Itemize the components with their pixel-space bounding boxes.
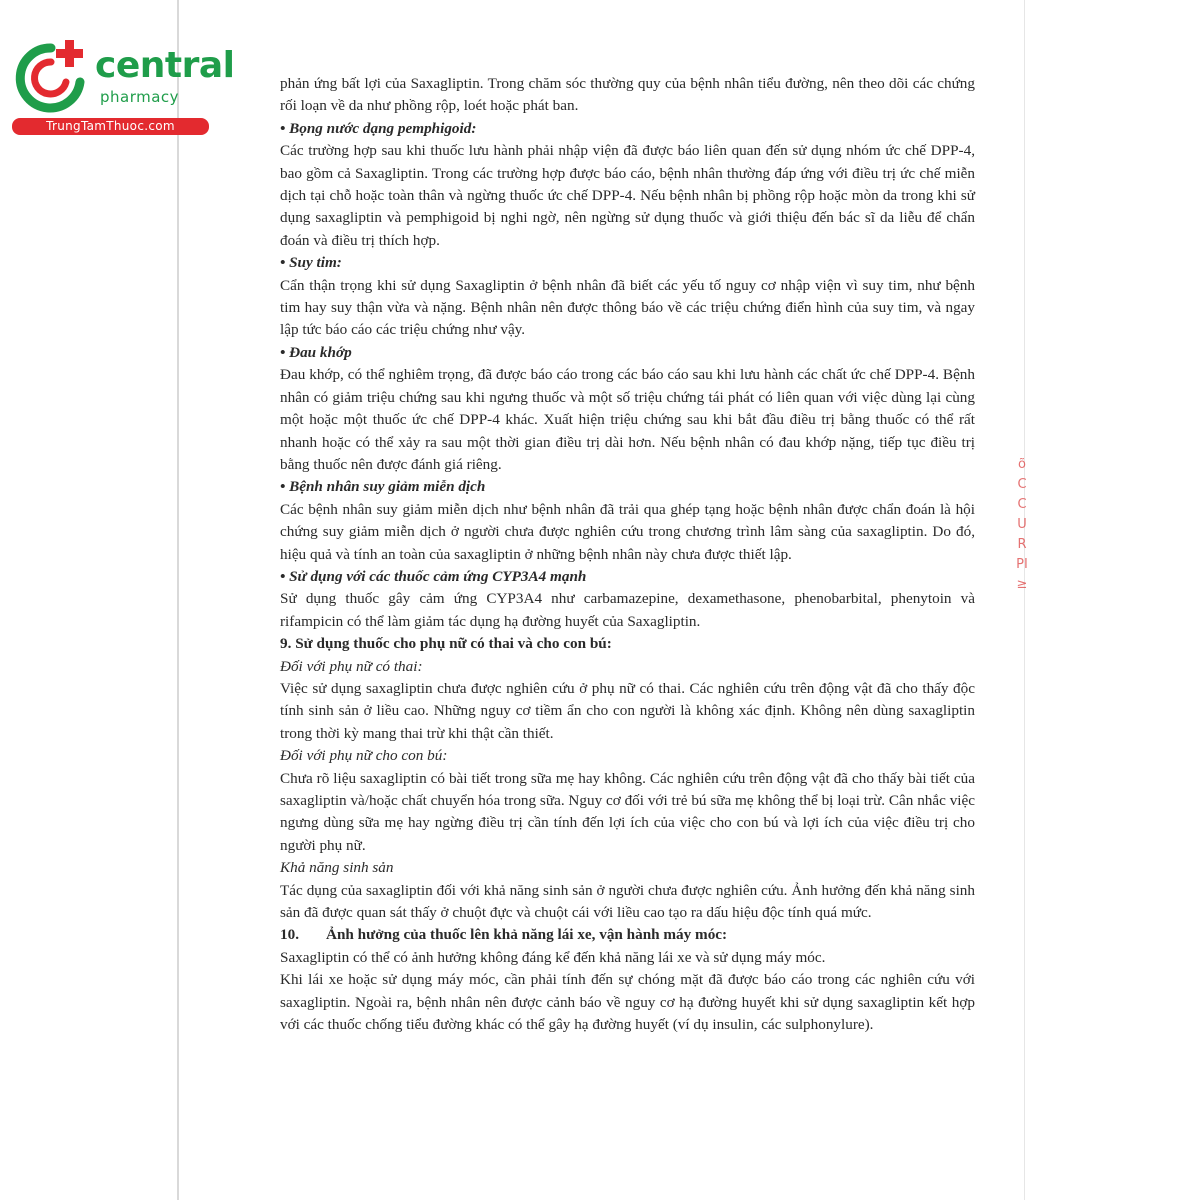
- paragraph: Tác dụng của saxagliptin đối với khả năng sinh sản ở người chưa được nghiên cứu. Ảnh hưởng đến khả năng sinh sản đã được quan sát thấy ở chuột đực và chuột cái với liều cao tạo ra dấu hiệu độc tính quá mức.: [280, 881, 975, 922]
- stamp-glyph: C: [1017, 497, 1027, 512]
- paragraph: Đau khớp, có thể nghiêm trọng, đã được báo cáo trong các báo cáo sau khi lưu hành các chất ức chế DPP-4. Bệnh nhân có giảm triệu chứng sau khi ngưng thuốc và một số triệu chứng tái phát có liên quan với việc dùng lại cùng một hoặc một thuốc ức chế DPP-4 khác. Xuất hiện triệu chứng sau khi bắt đầu điều trị bằng thuốc có thể rất nhanh hoặc có thể xảy ra sau một thời gian điều trị dài hơn. Nếu bệnh nhân có đau khớp nặng, tiếp tục điều trị bằng thuốc nên được đánh giá riêng.: [280, 366, 975, 473]
- page-edge-left: [177, 0, 179, 1200]
- stamp-glyph: C: [1017, 477, 1027, 492]
- paragraph: phản ứng bất lợi của Saxagliptin. Trong chăm sóc thường quy của bệnh nhân tiểu đường, nên theo dõi các chứng rối loạn về da như phồng rộp, loét hoặc phát ban.: [280, 75, 975, 115]
- pharmacy-cross-icon: [10, 36, 92, 118]
- stamp-glyph: õ: [1018, 457, 1026, 472]
- logo-wordmark: central: [95, 45, 235, 86]
- paragraph: Saxagliptin có thể có ảnh hưởng không đáng kể đến khả năng lái xe và sử dụng máy móc.: [280, 948, 826, 966]
- subheading-breastfeeding: Đối với phụ nữ cho con bú:: [280, 747, 448, 765]
- document-body: [280, 73, 975, 1036]
- bullet-heading-suy-tim: • Suy tim:: [280, 254, 342, 272]
- stamp-glyph: PI: [1016, 557, 1028, 572]
- paragraph: Việc sử dụng saxagliptin chưa được nghiên cứu ở phụ nữ có thai. Các nghiên cứu trên động vật đã cho thấy độc tính sinh sản ở liều cao. Những nguy cơ tiềm ẩn cho con người là không xác định. Không nên dùng saxagliptin trong thời kỳ mang thai trừ khi thật cần thiết.: [280, 679, 975, 742]
- stamp-glyph: ≥: [1016, 577, 1028, 592]
- paragraph: Chưa rõ liệu saxagliptin có bài tiết trong sữa mẹ hay không. Các nghiên cứu trên động vật đã cho thấy bài tiết của saxagliptin và/hoặc chất chuyển hóa trong sữa. Nguy cơ đối với trẻ bú sữa mẹ không thể bị loại trừ. Cân nhắc việc ngưng dùng sữa mẹ hay ngừng điều trị cần tính đến lợi ích của việc cho con bú và lợi ích của việc điều trị cho người phụ nữ.: [280, 769, 975, 854]
- logo-site-banner: TrungTamThuoc.com: [12, 118, 209, 135]
- bullet-heading-dau-khop: • Đau khớp: [280, 343, 352, 361]
- stamp-glyph: R: [1017, 537, 1027, 552]
- section-number: 10.: [280, 926, 299, 944]
- subheading-pregnancy: Đối với phụ nữ có thai:: [280, 657, 423, 675]
- logo-subtitle: pharmacy: [100, 88, 180, 106]
- paragraph: Sử dụng thuốc gây cảm ứng CYP3A4 như carbamazepine, dexamethasone, phenobarbital, phenytoin và rifampicin có thể làm giảm tác dụng hạ đường huyết của Saxagliptin.: [280, 590, 975, 630]
- bullet-heading-cyp3a4: • Sử dụng với các thuốc cảm ứng CYP3A4 mạnh: [280, 567, 587, 585]
- section-heading-10: [280, 924, 975, 946]
- section-heading-9: 9. Sử dụng thuốc cho phụ nữ có thai và cho con bú:: [280, 635, 612, 653]
- section-title: Ảnh hưởng của thuốc lên khả năng lái xe, vận hành máy móc:: [326, 926, 728, 944]
- bullet-heading-mien-dich: • Bệnh nhân suy giảm miễn dịch: [280, 478, 486, 496]
- bullet-heading-pemphigoid: • Bọng nước dạng pemphigoid:: [280, 119, 477, 137]
- paragraph: Khi lái xe hoặc sử dụng máy móc, cần phải tính đến sự chóng mặt đã được báo cáo trong các nghiên cứu với saxagliptin. Ngoài ra, bệnh nhân nên được cảnh báo về nguy cơ hạ đường huyết khi sử dụng saxagliptin kết hợp với các thuốc chống tiểu đường khác có thể gây hạ đường huyết (ví dụ insulin, các sulphonylure).: [280, 971, 975, 1034]
- paragraph: Cẩn thận trọng khi sử dụng Saxagliptin ở bệnh nhân đã biết các yếu tố nguy cơ nhập viện vì suy tim, như bệnh tim hay suy thận vừa và nặng. Bệnh nhân nên được thông báo về các triệu chứng điển hình của suy tim, và ngay lập tức báo cáo các triệu chứng như vậy.: [280, 276, 975, 339]
- paragraph: Các bệnh nhân suy giảm miễn dịch như bệnh nhân đã trải qua ghép tạng hoặc bệnh nhân được chẩn đoán là hội chứng suy giảm miễn dịch ở người chưa được nghiên cứu trong chương trình lâm sàng của saxagliptin. Do đó, hiệu quả và tính an toàn của saxagliptin ở những bệnh nhân này chưa được thiết lập.: [280, 500, 975, 563]
- stamp-glyph: U: [1017, 517, 1027, 532]
- subheading-fertility: Khả năng sinh sản: [280, 859, 394, 877]
- paragraph: Các trường hợp sau khi thuốc lưu hành phải nhập viện đã được báo liên quan đến sử dụng nhóm ức chế DPP-4, bao gồm cả Saxagliptin. Trong các trường hợp được báo cáo, bệnh nhân thường đáp ứng với điều trị ức chế miễn dịch tại chỗ hoặc toàn thân và ngừng thuốc ức chế DPP-4. Nếu bệnh nhân bị phồng rộp hoặc mòn da trong khi sử dụng saxagliptin và pemphigoid bị nghi ngờ, nên ngừng sử dụng thuốc và giới thiệu đến bác sĩ da liễu để chẩn đoán và điều trị thích hợp.: [280, 142, 975, 249]
- central-pharmacy-logo: [10, 36, 235, 136]
- red-stamp-fragment: [1007, 455, 1037, 605]
